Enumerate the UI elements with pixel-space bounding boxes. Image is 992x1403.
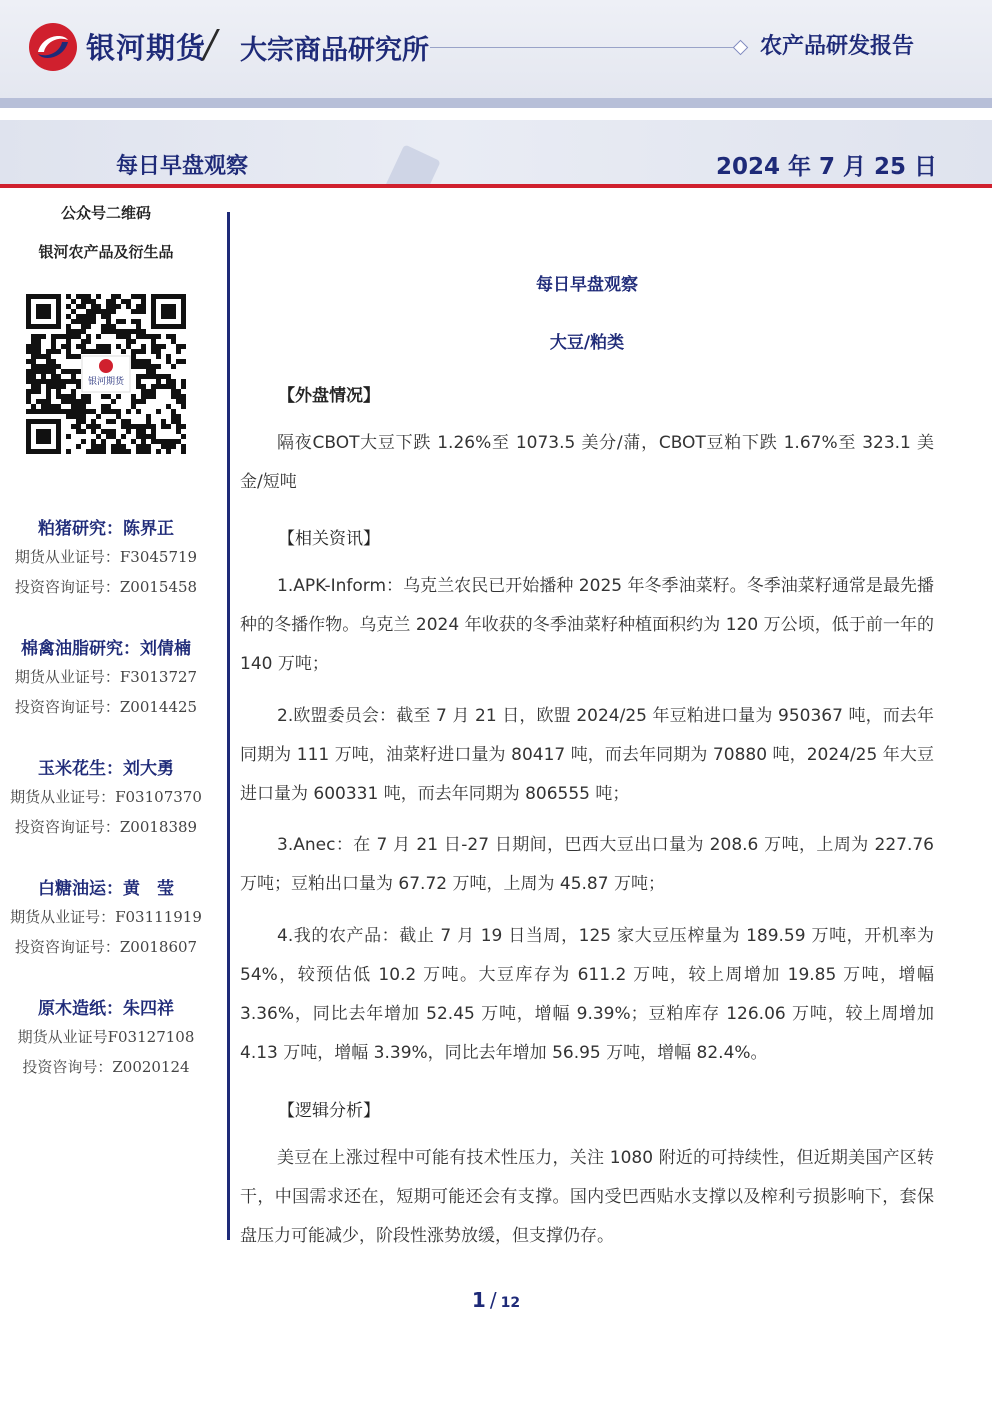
sidebar-divider — [227, 212, 230, 1240]
analyst-futures-license: 期货从业证号：F3013727 — [14, 668, 198, 686]
header-stripe — [0, 98, 992, 108]
analyst-advisory-license: 投资咨询证号：Z0018389 — [14, 818, 198, 836]
paragraph-analysis: 美豆在上涨过程中可能有技术性压力，关注 1080 附近的可持续性，但近期美国产区转干，中国需求还在，短期可能还会有支撑。国内受巴西贴水支撑以及榨利亏损影响下，套保盘压力可能减少，阶段性涨势放缓，但支撑仍存。 — [240, 1148, 934, 1246]
section-title-news: 【相关资讯】 — [278, 529, 380, 549]
paragraph-news-2: 2.欧盟委员会：截至 7 月 21 日，欧盟 2024/25 年豆粕进口量为 950367 吨，而去年同期为 111 万吨，油菜籽进口量为 80417 吨，而去年同期为 70880 吨，2024/25 年大豆进口量为 600331 吨，而去年同期为 806555 吨； — [240, 706, 934, 804]
galaxy-logo-icon — [28, 22, 78, 72]
institute-name: 大宗商品研究所 — [240, 35, 429, 66]
analyst-name: 玉米花生：刘大勇 — [38, 759, 174, 779]
section-title-overseas: 【外盘情况】 — [278, 386, 380, 406]
analyst-futures-license: 期货从业证号F03127108 — [17, 1028, 195, 1046]
analyst-name: 白糖油运：黄 莹 — [38, 879, 174, 899]
header-slash: / — [204, 22, 217, 66]
analyst-advisory-license: 投资咨询证号：Z0014425 — [14, 698, 198, 716]
title-red-rule — [0, 184, 992, 188]
current-page: 1 — [471, 1288, 486, 1312]
total-pages: 12 — [500, 1295, 521, 1311]
paragraph-news-1: 1.APK-Inform：乌克兰农民已开始播种 2025 年冬季油菜籽。冬季油菜籽通常是最先播种的冬播作物。乌克兰 2024 年收获的冬季油菜籽种植面积约为 120 万公顷，低于前一年的 140 万吨； — [240, 576, 934, 674]
analyst-name: 粕猪研究：陈界正 — [38, 519, 174, 539]
qr-caption-account: 公众号二维码 — [60, 204, 151, 222]
page-number — [0, 1288, 992, 1312]
brand-name: 银河期货 — [86, 31, 207, 65]
report-title: 每日早盘观察 — [116, 154, 249, 179]
content-heading: 每日早盘观察 — [536, 275, 638, 295]
analyst-advisory-license: 投资咨询证号：Z0018607 — [14, 938, 198, 956]
analyst-advisory-license: 投资咨询号：Z0020124 — [22, 1058, 190, 1076]
analyst-advisory-license: 投资咨询证号：Z0015458 — [14, 578, 198, 596]
analyst-name: 棉禽油脂研究：刘倩楠 — [21, 639, 191, 659]
page-separator: / — [489, 1288, 497, 1312]
qr-code-icon — [26, 294, 186, 454]
analyst-futures-license: 期货从业证号：F03111919 — [10, 908, 202, 926]
analyst-futures-license: 期货从业证号：F03107370 — [10, 788, 202, 806]
qr-logo-text: 银河期货 — [87, 377, 125, 387]
report-date: 2024 年 7 月 25 日 — [716, 154, 938, 180]
analyst-futures-license: 期货从业证号：F3045719 — [14, 548, 198, 566]
title-band-decoration — [379, 144, 441, 184]
content-subheading: 大豆/粕类 — [549, 333, 625, 353]
qr-caption-channel: 银河农产品及衍生品 — [38, 243, 174, 261]
header-divider-line — [430, 47, 735, 48]
report-type: 农产品研发报告 — [760, 34, 915, 59]
paragraph-news-4: 4.我的农产品：截止 7 月 19 日当周，125 家大豆压榨量为 189.59 万吨，开机率为 54%，较预估低 10.2 万吨。大豆库存为 611.2 万吨，较上周增加 19.85 万吨，增幅 3.36%，同比去年增加 52.45 万吨，增幅 9.39%；豆粕库存 126.06 万吨，较上周增加 4.13 万吨，增幅 3.39%，同比去年增加 56.95 万吨，增幅 82.4%。 — [240, 926, 934, 1063]
analyst-name: 原木造纸：朱四祥 — [38, 999, 174, 1019]
paragraph-overseas: 隔夜CBOT大豆下跌 1.26%至 1073.5 美分/蒲，CBOT豆粕下跌 1.67%至 323.1 美金/短吨 — [240, 433, 934, 492]
paragraph-news-3: 3.Anec：在 7 月 21 日-27 日期间，巴西大豆出口量为 208.6 万吨，上周为 227.76 万吨；豆粕出口量为 67.72 万吨，上周为 45.87 万吨； — [240, 835, 934, 894]
section-title-analysis: 【逻辑分析】 — [278, 1101, 380, 1121]
